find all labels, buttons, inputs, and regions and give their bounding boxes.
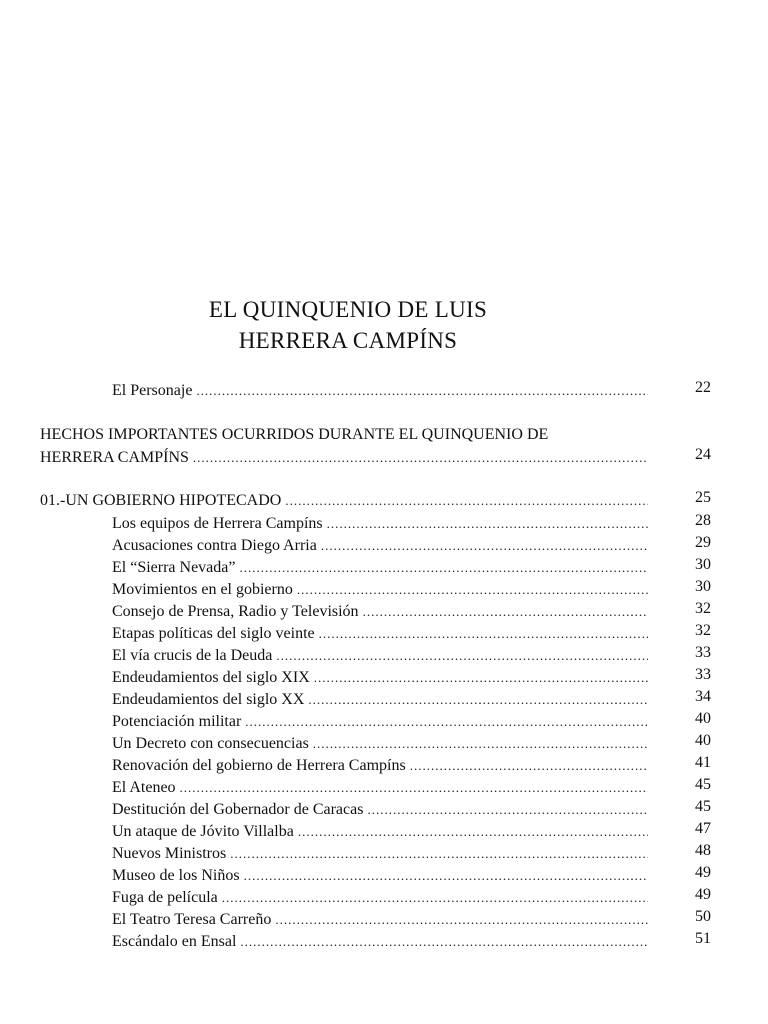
toc-entry-label: Renovación del gobierno de Herrera Campíns [112, 757, 406, 774]
toc-entry-item[interactable] [112, 844, 648, 864]
toc-entry-label: Fuga de película [112, 889, 218, 906]
dot-leader [196, 381, 648, 401]
toc-page-number: 25 [695, 489, 711, 506]
dot-leader [319, 624, 648, 644]
toc-page-number: 45 [695, 798, 711, 815]
toc-page-number: 22 [695, 379, 711, 396]
dot-leader [275, 910, 648, 930]
toc-entry-label: Etapas políticas del siglo veinte [112, 625, 315, 642]
dot-leader [240, 932, 648, 952]
toc-page-number: 48 [695, 842, 711, 859]
dot-leader [230, 844, 648, 864]
toc-entry-label: Potenciación militar [112, 713, 242, 730]
toc-page-number: 51 [695, 930, 711, 947]
dot-leader [297, 580, 648, 600]
dot-leader [239, 558, 648, 578]
toc-page-number: 34 [695, 688, 711, 705]
toc-entry-item[interactable] [112, 624, 648, 644]
toc-entry-item[interactable] [112, 932, 648, 952]
toc-entry-label: El “Sierra Nevada” [112, 559, 236, 576]
toc-entry-hechos[interactable] [40, 448, 648, 468]
toc-entry-item[interactable] [112, 646, 648, 666]
dot-leader [327, 514, 648, 534]
toc-entry-item[interactable] [112, 602, 648, 622]
toc-entry-item[interactable] [112, 712, 648, 732]
toc-entry-label: Un ataque de Jóvito Villalba [112, 823, 294, 840]
dot-leader [222, 888, 648, 908]
dot-leader [321, 536, 648, 556]
toc-entry-item[interactable] [112, 536, 648, 556]
toc-page-number: 49 [695, 864, 711, 881]
toc-entry-label: El vía crucis de la Deuda [112, 647, 273, 664]
dot-leader [244, 866, 648, 886]
toc-entry-label: Endeudamientos del siglo XX [112, 691, 305, 708]
toc-entry-label: Consejo de Prensa, Radio y Televisión [112, 603, 359, 620]
toc-entry-personaje[interactable] [112, 381, 648, 401]
dot-leader [180, 778, 648, 798]
toc-entry-label: 01.-UN GOBIERNO HIPOTECADO [40, 492, 282, 509]
document-title-line-1: EL QUINQUENIO DE LUIS [208, 297, 488, 322]
section-heading-hechos-line-1: HECHOS IMPORTANTES OCURRIDOS DURANTE EL QUINQUENIO DE [40, 426, 549, 443]
toc-entry-item[interactable] [112, 668, 648, 688]
toc-entry-label: Acusaciones contra Diego Arria [112, 537, 317, 554]
toc-page-number: 50 [695, 908, 711, 925]
toc-entry-item[interactable] [112, 690, 648, 710]
toc-entry-label: Museo de los Niños [112, 867, 240, 884]
toc-entry-label: Nuevos Ministros [112, 845, 227, 862]
toc-entry-item[interactable] [112, 580, 648, 600]
toc-page-number: 32 [695, 622, 711, 639]
toc-entry-item[interactable] [112, 800, 648, 820]
toc-page-number: 33 [695, 644, 711, 661]
toc-entry-label: El Ateneo [112, 779, 176, 796]
toc-entry-item[interactable] [112, 866, 648, 886]
toc-entry-label: El Personaje [112, 382, 193, 399]
toc-page-number: 41 [695, 754, 711, 771]
toc-entry-item[interactable] [112, 514, 648, 534]
toc-entry-item[interactable] [112, 778, 648, 798]
toc-entry-label: Endeudamientos del siglo XIX [112, 669, 310, 686]
dot-leader [313, 734, 648, 754]
dot-leader [410, 756, 648, 776]
toc-page-number: 29 [695, 534, 711, 551]
toc-entry-label: Un Decreto con consecuencias [112, 735, 309, 752]
toc-page-number: 45 [695, 776, 711, 793]
dot-leader [193, 448, 648, 468]
toc-page-number: 33 [695, 666, 711, 683]
toc-page-number: 24 [695, 446, 711, 463]
toc-page-number: 40 [695, 732, 711, 749]
dot-leader [314, 668, 648, 688]
toc-page-number: 30 [695, 556, 711, 573]
toc-entry-label: HERRERA CAMPÍNS [40, 449, 189, 466]
toc-entry-item[interactable] [112, 734, 648, 754]
toc-page-number: 47 [695, 820, 711, 837]
toc-page-number: 30 [695, 578, 711, 595]
toc-page-number: 49 [695, 886, 711, 903]
toc-entry-chapter-01[interactable] [40, 491, 648, 511]
toc-entry-label: Movimientos en el gobierno [112, 581, 293, 598]
dot-leader [308, 690, 648, 710]
dot-leader [363, 602, 648, 622]
toc-entry-label: Destitución del Gobernador de Caracas [112, 801, 364, 818]
dot-leader [276, 646, 648, 666]
toc-entry-label: Los equipos de Herrera Campíns [112, 515, 323, 532]
document-title-line-2: HERRERA CAMPÍNS [238, 328, 458, 353]
dot-leader [245, 712, 648, 732]
toc-entry-item[interactable] [112, 822, 648, 842]
dot-leader [367, 800, 648, 820]
toc-entry-item[interactable] [112, 558, 648, 578]
toc-page-number: 32 [695, 600, 711, 617]
toc-page-number: 28 [695, 512, 711, 529]
toc-entry-item[interactable] [112, 910, 648, 930]
toc-entry-label: Escándalo en Ensal [112, 933, 237, 950]
dot-leader [298, 822, 648, 842]
toc-entry-item[interactable] [112, 756, 648, 776]
dot-leader [285, 491, 648, 511]
toc-entry-label: El Teatro Teresa Carreño [112, 911, 272, 928]
toc-page-number: 40 [695, 710, 711, 727]
toc-entry-item[interactable] [112, 888, 648, 908]
